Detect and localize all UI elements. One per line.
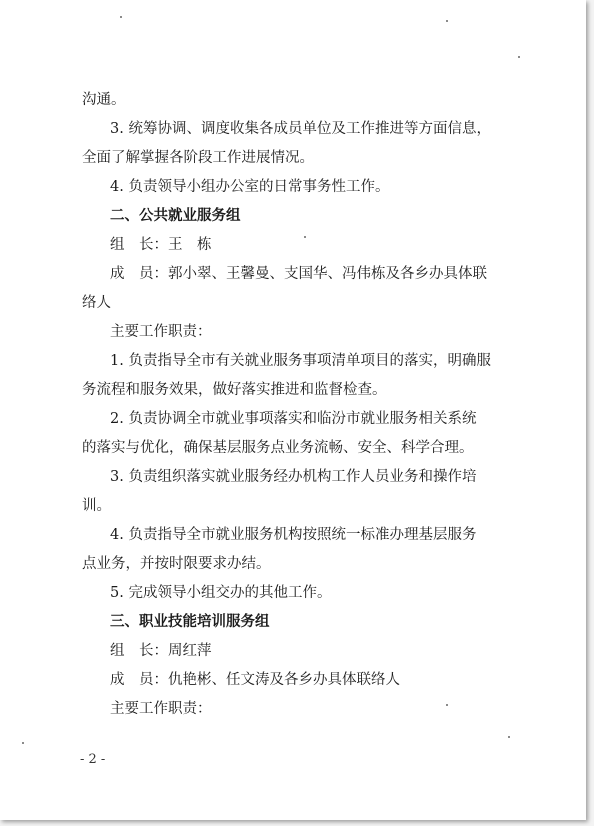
group-leader-line: 组 长：王 栋 <box>110 237 212 253</box>
group-leader-line: 组 长：周红萍 <box>110 643 212 659</box>
group-members-line: 成 员：仇艳彬、任文涛及各乡办具体联络人 <box>110 672 400 688</box>
section-heading: 二、公共就业服务组 <box>110 208 241 224</box>
text-line: 沟通。 <box>82 92 126 108</box>
text-line: 4. 负责领导小组办公室的日常事务性工作。 <box>110 179 390 195</box>
group-members-line: 成 员：郭小翠、王馨曼、支国华、冯伟栋及各乡办具体联 <box>110 266 487 282</box>
scan-speck <box>22 742 24 744</box>
text-line: 点业务，并按时限要求办结。 <box>82 556 271 572</box>
scan-speck <box>508 736 510 738</box>
scan-speck <box>120 16 122 18</box>
section-heading: 三、职业技能培训服务组 <box>110 614 270 630</box>
text-line: 3. 统筹协调、调度收集各成员单位及工作推进等方面信息， <box>110 121 491 137</box>
text-line: 1. 负责指导全市有关就业服务事项清单项目的落实，明确服 <box>110 353 491 369</box>
text-line: 训。 <box>82 498 111 514</box>
text-line: 3. 负责组织落实就业服务经办机构工作人员业务和操作培 <box>110 469 477 485</box>
duties-label: 主要工作职责： <box>110 701 212 717</box>
scan-speck <box>446 20 448 22</box>
text-line: 2. 负责协调全市就业事项落实和临汾市就业服务相关系统 <box>110 411 477 427</box>
text-line: 的落实与优化，确保基层服务点业务流畅、安全、科学合理。 <box>82 440 474 456</box>
text-line: 全面了解掌握各阶段工作进展情况。 <box>82 150 314 166</box>
text-line: 务流程和服务效果，做好落实推进和监督检查。 <box>82 382 387 398</box>
text-line: 4. 负责指导全市就业服务机构按照统一标准办理基层服务 <box>110 527 477 543</box>
page-number: - 2 - <box>80 752 106 767</box>
duties-label: 主要工作职责： <box>110 324 212 340</box>
text-line: 络人 <box>82 295 111 311</box>
text-line: 5. 完成领导小组交办的其他工作。 <box>110 585 332 601</box>
body-text <box>82 86 534 724</box>
scan-speck <box>518 56 520 58</box>
